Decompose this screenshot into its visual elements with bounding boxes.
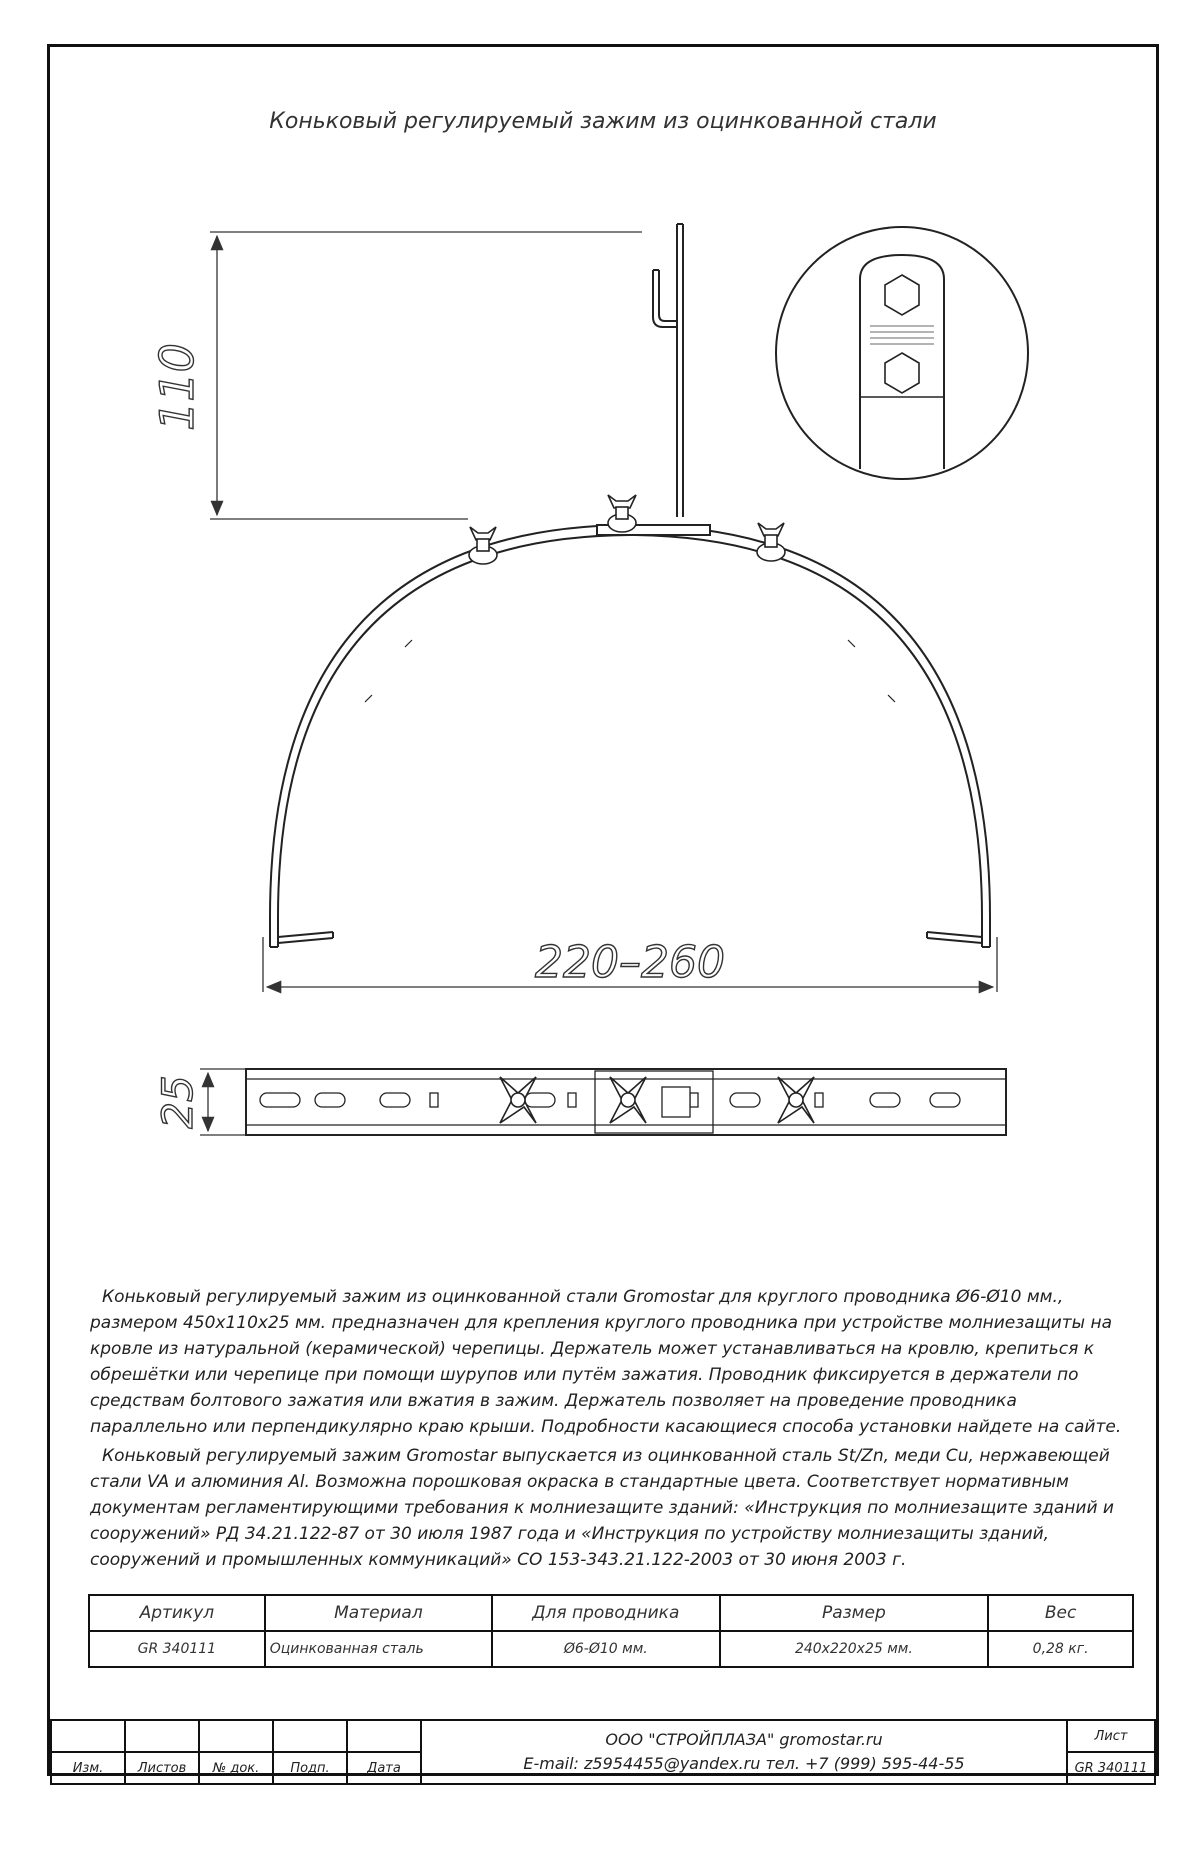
flat-view <box>153 1069 1006 1135</box>
cell-article: GR 340111 <box>89 1631 265 1667</box>
stamp-label-doc-number: № док. <box>199 1752 273 1784</box>
height-dimension-label: 110 <box>150 343 204 431</box>
clamp-arc <box>270 525 990 947</box>
technical-drawing <box>50 47 1156 1267</box>
title-block-cell <box>199 1720 273 1752</box>
description-paragraph-1: Коньковый регулируемый зажим из оцинкованной стали Gromostar для круглого проводника Ø6-Ø10 мм., размером 450х110х25 мм. предназначен для крепления круглого проводника при устройстве молниезащиты на кровле из натуральной (керамической) черепицы. Держатель может устанавливаться на кровлю, крепиться к обрешётки или черепице при помощи шурупов или путём зажатия. Проводник фиксируется в держатели по средствам болтового зажатия или вжатия в зажим. Держатель позволяет на проведение проводника параллельно или перпендикулярно краю крыши. Подробности касающиеся способа установки найдете на сайте. <box>90 1287 1122 1437</box>
wing-nut-center <box>608 495 636 532</box>
detail-view <box>776 227 1028 479</box>
title-block-cell <box>51 1720 125 1752</box>
header-conductor: Для проводника <box>492 1595 719 1631</box>
spec-table <box>88 1594 1134 1668</box>
stamp-label-sheets: Листов <box>125 1752 199 1784</box>
sheet-code: GR 340111 <box>1067 1752 1155 1784</box>
height-dimension <box>150 232 642 519</box>
company-line: ООО "СТРОЙПЛАЗА" gromostar.ru <box>605 1730 883 1749</box>
title-block-cell <box>347 1720 421 1752</box>
wing-nut-left <box>469 527 497 564</box>
stamp-label-date: Дата <box>347 1752 421 1784</box>
drawing-sheet <box>47 44 1159 1776</box>
cell-material: Оцинкованная сталь <box>265 1631 492 1667</box>
width-dimension-label: 220–260 <box>535 937 725 988</box>
header-article: Артикул <box>89 1595 265 1631</box>
spec-table-header-row <box>89 1595 1133 1631</box>
drawing-title: Коньковый регулируемый зажим из оцинкованной стали <box>269 109 937 134</box>
description-paragraph-2: Коньковый регулируемый зажим Gromostar выпускается из оцинкованной сталь St/Zn, меди Cu, нержавеющей стали VA и алюминия Al. Возможна порошковая окраска в стандартные цвета. Соответствует нормативным документам регламентирующими требования к молниезащите зданий: «Инструкция по молниезащите зданий и сооружений» РД 34.21.122-87 от 30 июля 1987 года и «Инструкция по устройству молниезащиты зданий, сооружений и промышленных коммуникаций» СО 153-343.21.122-2003 от 30 июня 2003 г. <box>90 1446 1114 1570</box>
title-block <box>50 1719 1156 1785</box>
contact-line: E-mail: z5954455@yandex.ru тел. +7 (999) 595-44-55 <box>523 1754 965 1773</box>
header-material: Материал <box>265 1595 492 1631</box>
thickness-dimension-label: 25 <box>153 1075 202 1129</box>
cell-weight: 0,28 кг. <box>988 1631 1133 1667</box>
cell-size: 240x220x25 мм. <box>720 1631 989 1667</box>
company-block <box>421 1720 1067 1784</box>
cell-conductor: Ø6-Ø10 мм. <box>492 1631 719 1667</box>
stamp-label-change: Изм. <box>51 1752 125 1784</box>
width-dimension <box>263 937 997 992</box>
description <box>90 1284 1130 1576</box>
title-block-cell <box>273 1720 347 1752</box>
header-size: Размер <box>720 1595 989 1631</box>
table-row <box>89 1631 1133 1667</box>
sheet-label: Лист <box>1067 1720 1155 1752</box>
header-weight: Вес <box>988 1595 1133 1631</box>
stamp-label-signature: Подп. <box>273 1752 347 1784</box>
title-block-cell <box>125 1720 199 1752</box>
ridge-hook <box>653 224 683 517</box>
